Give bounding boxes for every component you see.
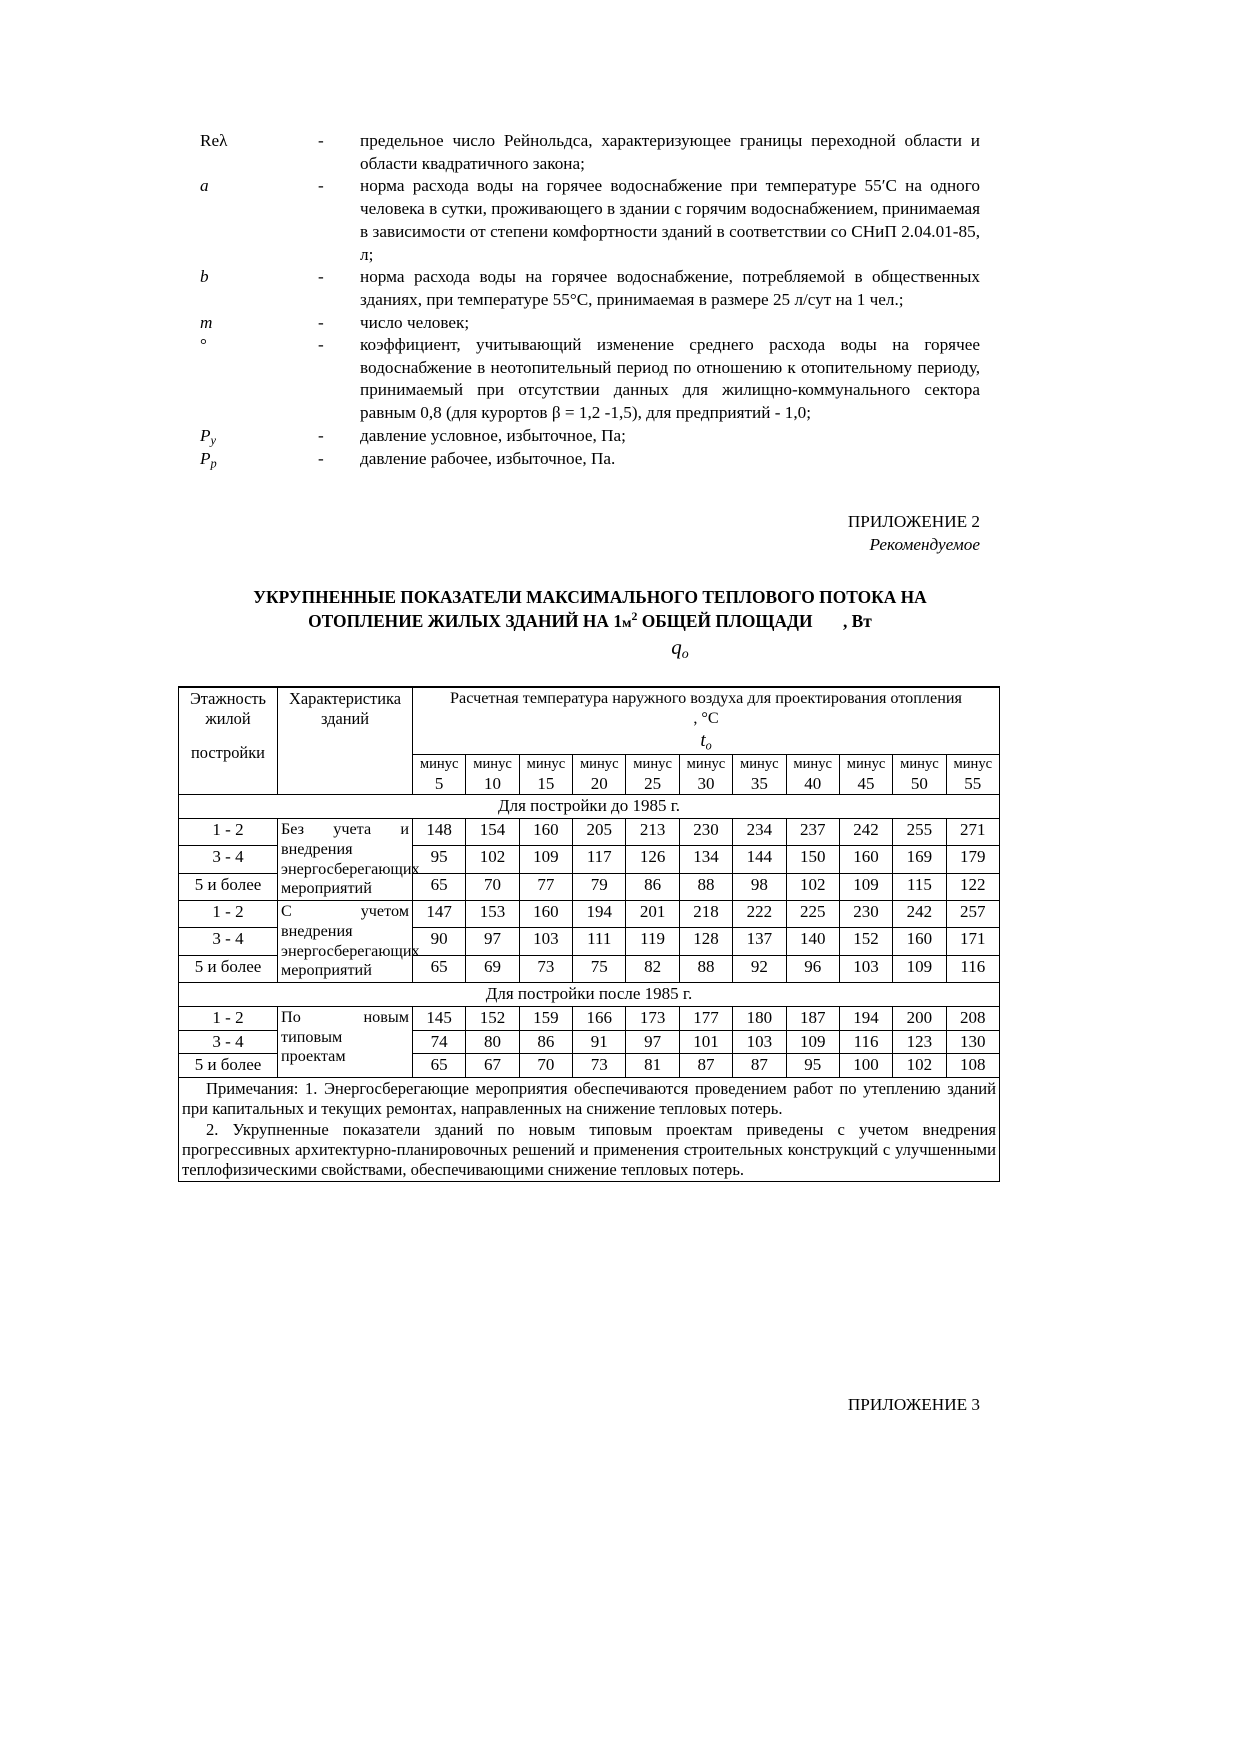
cell-value: 154 [466,819,519,846]
cell-value: 137 [733,928,786,955]
header-minus-word: минус [846,756,886,772]
table-head [179,687,1000,795]
definition-row [200,266,980,311]
header-temp-value: 25 [644,773,662,793]
cell-value: 109 [839,873,892,900]
cell-value: 79 [573,873,626,900]
header-temp-column [413,755,466,795]
header-temp-value: 55 [964,773,982,793]
header-temp-column [573,755,626,795]
cell-value: 65 [413,873,466,900]
table-note: 2. Укрупненные показатели зданий по новым типовым проектам приведены с учетом внедрения прогрессивных архитектурно-планировочных решений и применения строительных конструкций с улучшенными теплофизическими свойствами, обеспечивающими снижение тепловых потерь. [182,1119,996,1180]
cell-value: 103 [733,1030,786,1054]
cell-value: 77 [519,873,572,900]
definition-text: давление условное, избыточное, Па; [360,425,626,445]
header-floors-line: постройки [191,743,265,763]
cell-characteristic: Без учета и внедрения энергосберегающих мероприятий [278,819,413,901]
header-temp-column [626,755,679,795]
definition-symbol: ° [200,334,207,354]
cell-value: 116 [946,955,999,982]
cell-value: 237 [786,819,839,846]
cell-value: 103 [839,955,892,982]
cell-value: 117 [573,846,626,873]
cell-value: 208 [946,1006,999,1030]
cell-value: 97 [626,1030,679,1054]
cell-value: 242 [893,901,946,928]
header-temp-value: 35 [750,773,768,793]
cell-characteristic: С учетом внедрения энергосберегающих мероприятий [278,901,413,983]
cell-value: 153 [466,901,519,928]
cell-value: 109 [519,846,572,873]
cell-value: 200 [893,1006,946,1030]
definition-symbol: m [200,312,213,332]
cell-value: 160 [893,928,946,955]
definition-dash: - [318,334,324,354]
cell-value: 230 [839,901,892,928]
table-note: Примечания: 1. Энергосберегающие мероприятия обеспечиваются проведением работ по утеплению зданий при капитальных и текущих ремонтах, направленных на снижение тепловых потерь. [182,1079,996,1119]
cell-value: 128 [679,928,732,955]
cell-value: 160 [839,846,892,873]
cell-value: 70 [466,873,519,900]
cell-value: 171 [946,928,999,955]
cell-value: 88 [679,873,732,900]
cell-value: 144 [733,846,786,873]
cell-value: 123 [893,1030,946,1054]
definition-text: коэффициент, учитывающий изменение среднего расхода воды на горячее водоснабжение в неотопительный период по отношению к отопительному периоду, принимаемый при отсутствии данных для жилищно-коммунального сектора равным 0,8 (для курортов β = 1,2 -1,5), для предприятий - 1,0; [360,334,980,423]
cell-value: 187 [786,1006,839,1030]
title-unit-exponent: 2 [631,608,638,623]
header-minus-word: минус [473,756,512,772]
cell-value: 150 [786,846,839,873]
cell-value: 92 [733,955,786,982]
cell-value: 130 [946,1030,999,1054]
definition-dash: - [318,449,324,469]
cell-value: 122 [946,873,999,900]
cell-value: 100 [839,1054,892,1078]
header-temp-column [466,755,519,795]
appendix-label: ПРИЛОЖЕНИЕ 2 [847,511,980,531]
header-temp-column [946,755,999,795]
table-section-heading-row [179,795,1000,819]
header-temp-value: 15 [537,773,555,793]
definition-row [200,175,980,266]
cell-floors: 5 и более [179,873,278,900]
header-minus-word: минус [526,756,566,772]
cell-value: 67 [466,1054,519,1078]
definition-dash: - [318,312,324,332]
cell-value: 81 [626,1054,679,1078]
header-temp-value: 40 [804,773,822,793]
cell-floors: 3 - 4 [179,846,278,873]
definition-text: норма расхода воды на горячее водоснабжение при температуре 55′С на одного человека в сутки, проживающего в здании с горячим водоснабжением, принимаемая в зависимости от степени комфортности зданий в соответствии со СНиП 2.04.01-85, л; [360,176,980,264]
cell-value: 159 [519,1006,572,1030]
title-line-2 [200,609,980,633]
header-characteristic-line: Характеристика [289,689,401,708]
header-floors-line: жилой [205,709,251,729]
cell-value: 75 [573,955,626,982]
cell-value: 115 [893,873,946,900]
cell-floors: 1 - 2 [179,1006,278,1030]
cell-value: 86 [519,1030,572,1054]
header-temp-line-2: , °C [693,708,719,727]
cell-floors: 5 и более [179,955,278,982]
cell-value: 96 [786,955,839,982]
header-temp-column [733,755,786,795]
header-temp-column [839,755,892,795]
cell-value: 213 [626,819,679,846]
appendix-status: Рекомендуемое [869,535,980,555]
cell-value: 134 [679,846,732,873]
definition-dash: - [318,176,324,196]
cell-value: 152 [466,1006,519,1030]
header-temp-value: 10 [484,773,502,793]
cell-value: 225 [786,901,839,928]
table-section-heading: Для постройки после 1985 г. [179,983,1000,1007]
cell-value: 205 [573,819,626,846]
footer-next-appendix: ПРИЛОЖЕНИЕ 3 [847,1395,980,1414]
cell-value: 179 [946,846,999,873]
table-notes [179,1078,1000,1182]
header-characteristic-line: зданий [320,709,370,729]
cell-value: 173 [626,1006,679,1030]
title-unit-m: м [622,615,632,631]
table-notes-row [179,1078,1000,1182]
cell-value: 126 [626,846,679,873]
definition-dash: - [318,425,324,445]
definition-symbol-subscript: у [210,433,216,448]
header-floors-line: Этажность [189,689,267,708]
cell-value: 109 [893,955,946,982]
table-section-heading-row [179,983,1000,1007]
definition-symbol: $P_у$ [200,425,216,448]
cell-value: 87 [733,1054,786,1078]
cell-value: 86 [626,873,679,900]
cell-value: 102 [786,873,839,900]
header-minus-word: минус [740,756,779,772]
cell-value: 69 [466,955,519,982]
definition-row [200,448,980,472]
definition-symbol: Reλ [200,131,228,150]
cell-value: 70 [519,1054,572,1078]
cell-characteristic: По новым типовым проектам [278,1006,413,1077]
cell-value: 87 [679,1054,732,1078]
cell-value: 271 [946,819,999,846]
cell-value: 160 [519,901,572,928]
cell-value: 234 [733,819,786,846]
header-minus-word: минус [686,756,726,772]
cell-value: 201 [626,901,679,928]
cell-value: 222 [733,901,786,928]
header-temp-value: 30 [697,773,715,793]
header-outdoor-temperature [413,687,1000,755]
title-line-2a: ОТОПЛЕНИЕ ЖИЛЫХ ЗДАНИЙ НА 1 [308,610,623,631]
cell-value: 218 [679,901,732,928]
cell-floors: 1 - 2 [179,819,278,846]
title-line-2-tail: , Вт [842,610,872,631]
table-body [179,795,1000,1182]
cell-value: 255 [893,819,946,846]
header-temp-value: 20 [590,773,608,793]
page-title [200,586,980,633]
formula-subscript: o [681,646,689,661]
definition-dash: - [318,267,324,287]
cell-value: 148 [413,819,466,846]
cell-value: 95 [786,1054,839,1078]
cell-value: 194 [573,901,626,928]
header-temp-formula: $t_o$ [700,729,712,753]
definition-row [200,130,980,175]
header-temp-column [519,755,572,795]
cell-value: 97 [466,928,519,955]
cell-value: 74 [413,1030,466,1054]
title-line-2b: ОБЩЕЙ ПЛОЩАДИ [637,610,813,631]
nomenclature-list [200,130,980,472]
header-characteristic [278,687,413,795]
cell-value: 242 [839,819,892,846]
header-temp-column [786,755,839,795]
header-temp-line-1: Расчетная температура наружного воздуха для проектирования отопления [450,689,962,707]
cell-value: 116 [839,1030,892,1054]
cell-value: 147 [413,901,466,928]
definition-text: предельное число Рейнольдса, характеризующее границы переходной области и области квадратичного закона; [360,131,980,173]
definition-symbol: a [200,176,209,196]
cell-value: 169 [893,846,946,873]
cell-value: 73 [573,1054,626,1078]
cell-value: 108 [946,1054,999,1078]
header-temp-value: 45 [857,773,875,793]
cell-value: 257 [946,901,999,928]
header-minus-word: минус [793,756,833,772]
cell-value: 101 [679,1030,732,1054]
cell-value: 103 [519,928,572,955]
cell-value: 194 [839,1006,892,1030]
cell-value: 102 [893,1054,946,1078]
cell-value: 180 [733,1006,786,1030]
cell-value: 65 [413,955,466,982]
table-header-row-1 [179,687,1000,755]
cell-value: 102 [466,846,519,873]
cell-value: 177 [679,1006,732,1030]
cell-floors: 3 - 4 [179,1030,278,1054]
header-minus-word: минус [900,756,939,772]
header-temp-column [893,755,946,795]
cell-floors: 3 - 4 [179,928,278,955]
header-temp-value: 5 [434,773,444,793]
definition-dash: - [318,131,324,150]
header-minus-word: минус [579,756,619,772]
cell-value: 90 [413,928,466,955]
definition-symbol-subscript: р [210,456,217,471]
formula-base: q [671,634,682,659]
cell-value: 98 [733,873,786,900]
cell-value: 119 [626,928,679,955]
cell-value: 109 [786,1030,839,1054]
cell-value: 111 [573,928,626,955]
table-section-heading: Для постройки до 1985 г. [179,795,1000,819]
cell-value: 80 [466,1030,519,1054]
cell-value: 91 [573,1030,626,1054]
table-row [179,819,1000,846]
definition-row [200,425,980,449]
cell-value: 166 [573,1006,626,1030]
cell-value: 230 [679,819,732,846]
cell-value: 95 [413,846,466,873]
table-row [179,901,1000,928]
definition-symbol: b [200,267,209,287]
cell-value: 73 [519,955,572,982]
title-formula-qo [200,635,980,662]
definition-symbol: $P_р$ [200,449,217,471]
cell-value: 152 [839,928,892,955]
header-minus-word: минус [633,756,672,772]
table-row [179,1006,1000,1030]
header-temp-value: 50 [910,773,928,793]
cell-floors: 1 - 2 [179,901,278,928]
definition-text: число человек; [360,312,470,332]
cell-value: 65 [413,1054,466,1078]
definition-row [200,334,980,425]
header-temp-column [679,755,732,795]
appendix-caption [200,510,980,556]
title-line-1: УКРУПНЕННЫЕ ПОКАЗАТЕЛИ МАКСИМАЛЬНОГО ТЕПЛОВОГО ПОТОКА НА [253,587,927,608]
cell-value: 160 [519,819,572,846]
cell-value: 88 [679,955,732,982]
heat-flow-table [178,686,1000,1182]
definition-row [200,312,980,334]
definition-text: норма расхода воды на горячее водоснабжение, потребляемой в общественных зданиях, при температуре 55°С, принимаемая в размере 25 л/сут на 1 чел.; [360,267,980,309]
cell-value: 82 [626,955,679,982]
definition-text: давление рабочее, избыточное, Па. [360,449,616,469]
header-minus-word: минус [419,756,459,772]
cell-value: 140 [786,928,839,955]
cell-value: 145 [413,1006,466,1030]
header-floors [179,687,278,795]
cell-floors: 5 и более [179,1054,278,1078]
header-minus-word: минус [953,756,993,772]
